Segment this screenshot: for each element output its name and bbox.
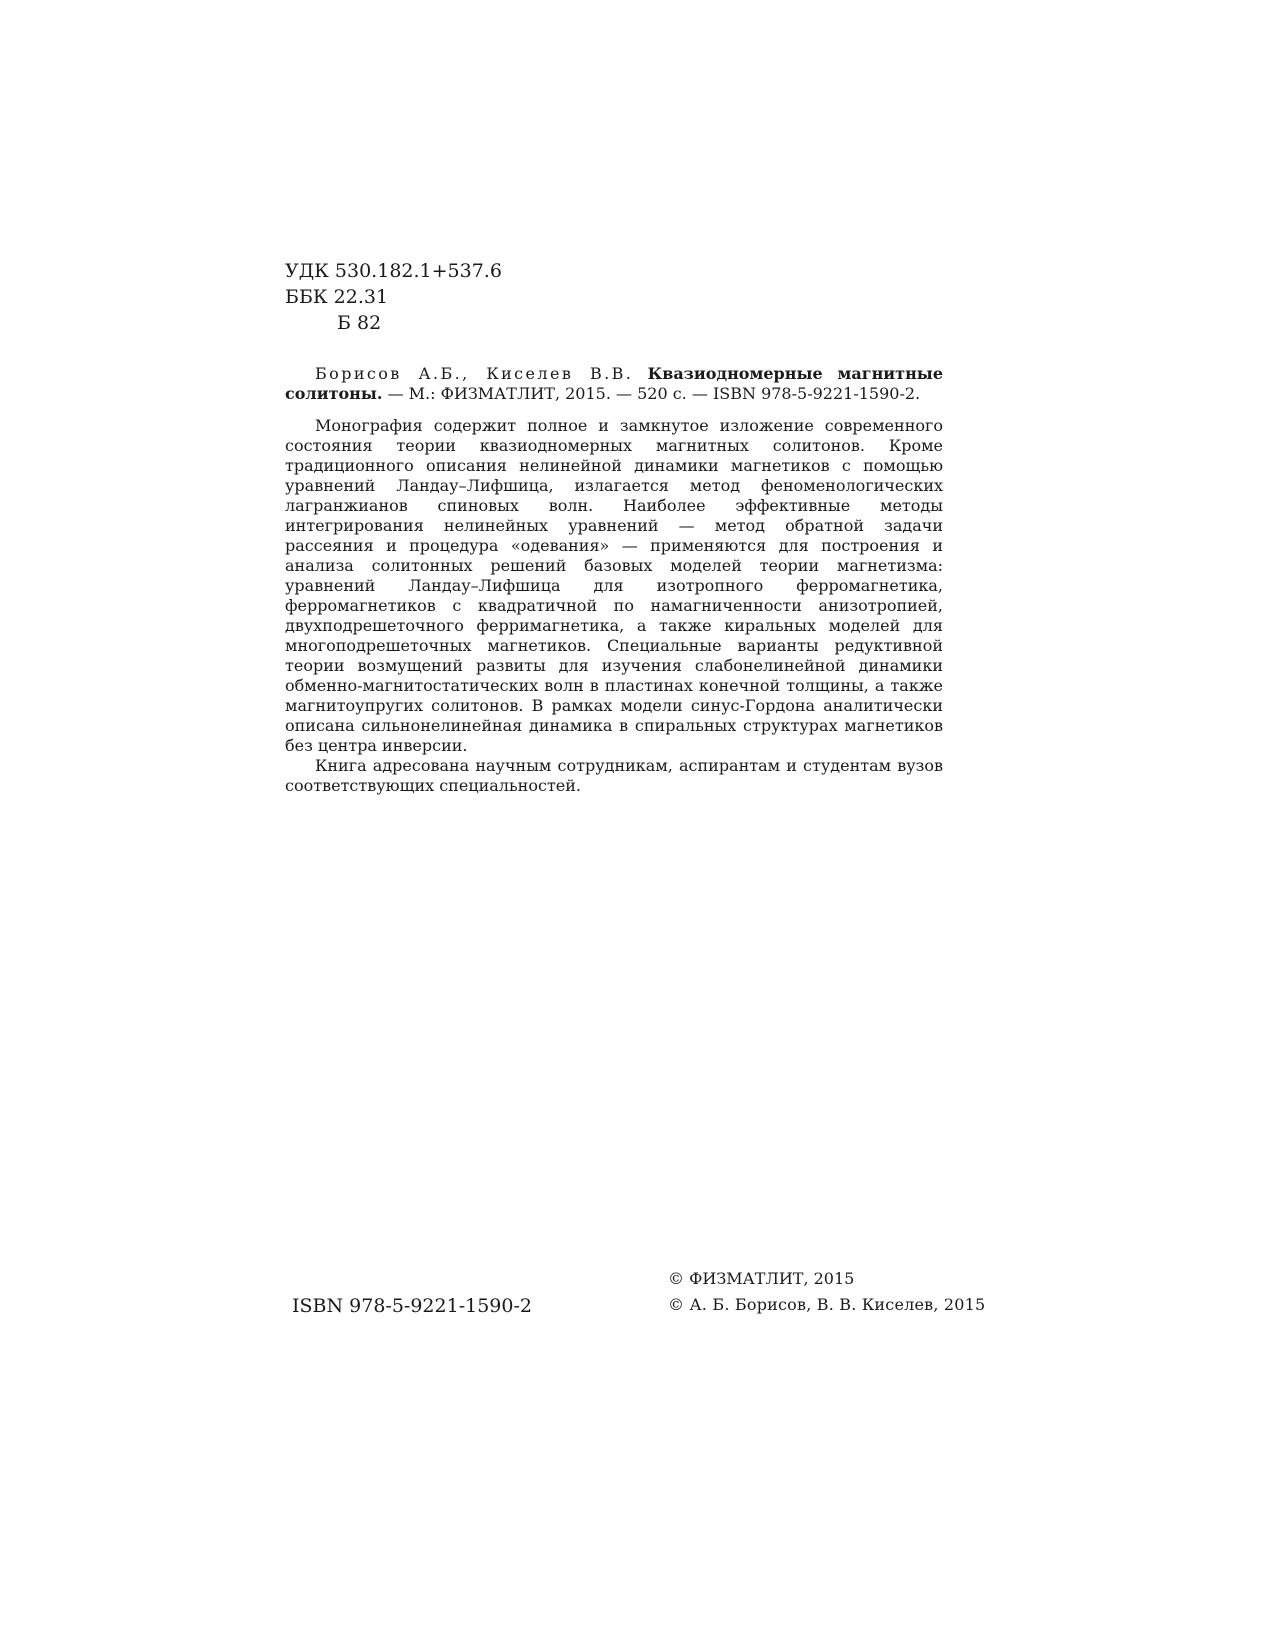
classification-block xyxy=(285,258,502,336)
abstract xyxy=(285,416,943,796)
bibliographic-citation xyxy=(285,364,943,404)
isbn-footer: ISBN 978-5-9221-1590-2 xyxy=(292,1295,532,1317)
copyright-publisher: © ФИЗМАТЛИТ, 2015 xyxy=(668,1269,855,1288)
udk-code: УДК 530.182.1+537.6 xyxy=(285,260,502,282)
bbk-code: ББК 22.31 xyxy=(285,286,389,308)
citation-details: — М.: ФИЗМАТЛИТ, 2015. — 520 с. — ISBN 978-5-9221-1590-2. xyxy=(387,384,921,403)
citation-authors: Борисов А.Б., Киселев В.В. xyxy=(315,364,634,383)
copyright-authors: © А. Б. Борисов, В. В. Киселев, 2015 xyxy=(668,1295,986,1314)
abstract-paragraph: Книга адресована научным сотрудникам, аспирантам и студентам вузов соответствующих специальностей. xyxy=(285,756,943,795)
author-sign-code: Б 82 xyxy=(337,312,382,334)
citation-title: Квазиодномерные магнитные солитоны. xyxy=(285,364,943,403)
abstract-paragraph: Монография содержит полное и замкнутое изложение современного состояния теории квазиодномерных магнитных солитонов. Кроме традиционного описания нелинейной динамики магнетиков с помощью уравнений Ландау–Лифшица, излагается метод феноменологических лагранжианов спиновых волн. Наиболее эффективные методы интегрирования нелинейных уравнений — метод обратной задачи рассеяния и процедура «одевания» — применяются для построения и анализа солитонных решений базовых моделей теории магнетизма: уравнений Ландау–Лифшица для изотропного ферромагнетика, ферромагнетиков с квадратичной по намагниченности анизотропией, двухподрешеточного ферримагнетика, а также киральных моделей для многоподрешеточных магнетиков. Специальные варианты редуктивной теории возмущений развиты для изучения слабонелинейной динамики обменно-магнитостатических волн в пластинах конечной толщины, а также магнитоупругих солитонов. В рамках модели синус-Гордона аналитически описана сильнонелинейная динамика в спиральных структурах магнетиков без центра инверсии. xyxy=(285,416,943,755)
copyright-block xyxy=(668,1266,985,1318)
